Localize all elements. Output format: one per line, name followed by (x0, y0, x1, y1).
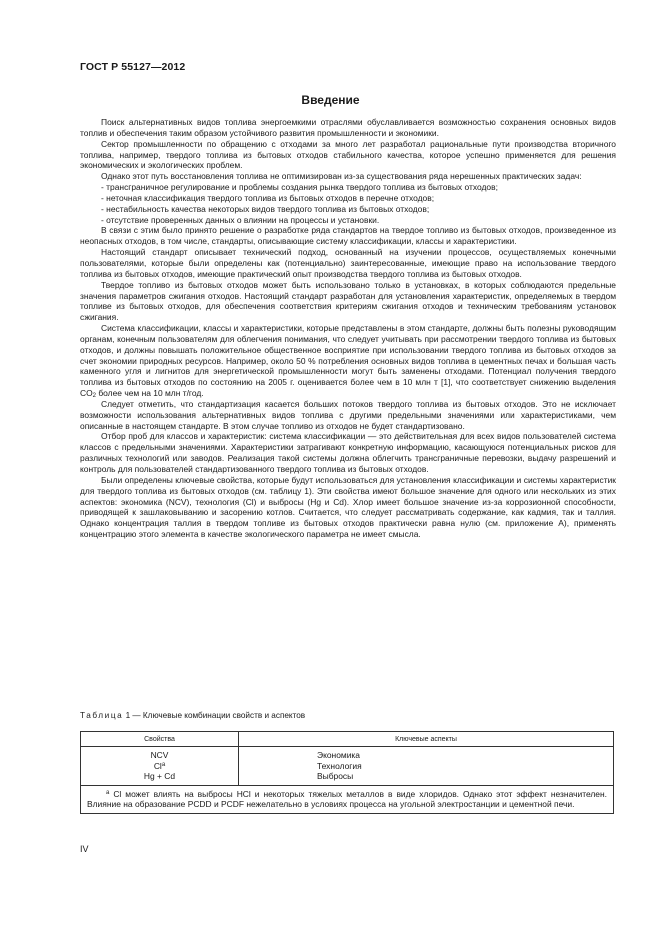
aspect-emissions: Выбросы (317, 771, 354, 781)
introduction-body (80, 117, 616, 540)
property-hg-cd: Hg + Cd (143, 771, 176, 781)
footnote-mark: a (161, 761, 166, 768)
list-item: - трансграничное регулирование и проблемы создания рынка твердого топлива из бытовых отходов; (101, 182, 498, 193)
list-item: - отсутствие проверенных данных о влиянии на процессы и установки. (101, 214, 380, 225)
section-title: Введение (301, 93, 360, 107)
column-header-properties: Свойства (81, 732, 239, 747)
aspects-cell (239, 747, 614, 786)
paragraph: Сектор промышленности по обращению с отходами за много лет разработал рациональные пути производства вторичного топлива, например, твердого топлива из бытовых отходов стабильного качества, которое успешно применяется для решения экономических и экологических проблем. (80, 138, 616, 171)
page-number: IV (80, 844, 89, 854)
list-item: - нестабильность качества некоторых видов твердого топлива из бытовых отходов; (101, 203, 430, 214)
paragraph: Были определены ключевые свойства, которые будут использоваться для установления классификации и системы характеристик для твердого топлива из бытовых отходов (см. таблицу 1). Эти свойства имеют большое значение для одного или нескольких из этих аспектов: экономика (NCV), технология (Cl) и выбросы (Hg и Cd). Хлор имеет большое значение из-за коррозионной способности, приводящей к зашлаковыванию и засорению котлов. Считается, что следует рассматривать содержание, как кадмия, так и таллия. Однако концентрация таллия в твердом топливе из бытовых отходов практически равна нулю (см. приложение А), применять концентрацию этого элемента в качестве экологического параметра не имеет смысла. (80, 474, 616, 540)
paragraph: Настоящий стандарт описывает технический подход, основанный на изучении процессов, осуществляемых конечными пользователями, которые были определены как (потенциально) заинтересованные, имеющие право на использование твердого топлива из бытовых отходов, имеющие практический опыт производства твердого топлива из бытовых отходов. (80, 247, 616, 279)
key-combinations-table (80, 731, 614, 814)
column-header-aspects: Ключевые аспекты (239, 732, 614, 747)
aspect-economy: Экономика (317, 750, 360, 760)
aspect-technology: Технология (317, 760, 362, 771)
paragraph-co2 (80, 323, 616, 399)
properties-cell (81, 747, 239, 786)
paragraph: Отбор проб для классов и характеристик: система классификации — это действительная для всех видов пользователей система классов с предельными значениями. Характеристики затрагивают конкретную информацию, касающуюся потенциальных рисков для различных технологий или заводов. Реализация такой системы должна облегчить трансграничные перевозки, выдачу разрешений и контроль для пользователей стандартизованного твердого топлива из бытовых отходов. (80, 431, 616, 474)
table-caption-number: 1 (125, 711, 131, 720)
table-caption (80, 711, 305, 720)
property-ncv: NCV (150, 750, 169, 760)
co2-subscript: 2 (92, 393, 96, 400)
paragraph: Следует отметить, что стандартизация касается больших потоков твердого топлива из бытовых отходов. Это не исключает возможности использования альтернативных видов топлива с другими предельными значениями или характеристиками, чем описанные в настоящем стандарте. В этом случае топливо из отходов не будет стандартизовано. (80, 398, 616, 431)
document-header: ГОСТ Р 55127—2012 (80, 61, 186, 73)
table-row (81, 747, 614, 786)
footnote-mark: a (106, 789, 110, 796)
table-caption-text: — Ключевые комбинации свойств и аспектов (130, 711, 306, 720)
table-caption-label: Таблица (80, 711, 124, 720)
paragraph-text: более чем на 10 млн т/год. (96, 388, 204, 399)
list-item: - неточная классификация твердого топлива из бытовых отходов в перечне отходов; (101, 192, 435, 203)
paragraph: Твердое топливо из бытовых отходов может быть использовано только в установках, в которых соблюдаются предельные значения параметров сжигания отходов. Настоящий стандарт разработан для установления характеристик, определяемых в твердом топливе из бытовых отходов, для обеспечения соответствия критериям сжигания отходов и техническим требованиям установок сжигания. (80, 279, 616, 323)
property-cl (81, 761, 238, 772)
paragraph-text: Система классификации, классы и характеристики, которые представлены в этом стандарте, должны быть полезны руководящим органам, конечным пользователям для облегчения понимания, что следует учитывать при рассмотрении твердого топлива из бытовых отходов, и должны повышать положительное общественное восприятие при использовании твердого топлива из бытовых отходов за счет экономии природных ресурсов. Например, около 50 % потребления основных видов топлива в цементных печах и большая часть каменного угля и лигнитов для энергетической промышленности могут быть заменены отходами. Потенциал получения твердого топлива из бытовых отходов по состоянию на 2005 г. оценивается более чем в 10 млн т [1], что соответствует снижению выделения CO (80, 323, 616, 399)
property-cl-text: Cl (153, 760, 162, 771)
table-note-row (81, 785, 614, 813)
paragraph: В связи с этим было принято решение о разработке ряда стандартов на твердое топливо из бытовых отходов, произведенное из неопасных отходов, в том числе, стандарты, описывающие систему классификации, классы и характеристики. (80, 225, 616, 247)
paragraph: Однако этот путь восстановления топлива не оптимизирован из-за существования ряда нерешенных практических задач: (101, 171, 582, 182)
table-header-row (81, 732, 614, 747)
footnote-text: Cl может влиять на выбросы HCl и некоторых тяжелых металлов в виде хлоридов. Однако этот эффект незначителен. Влияние на образование PCDD и PCDF нежелательно в условиях процесса на угольной электростанции и цементной печи. (87, 788, 607, 810)
table-footnote (81, 785, 614, 813)
paragraph: Поиск альтернативных видов топлива энергоемкими отраслями обуславливается возможностью сохранения основных видов топлив и обеспечения таким образом устойчивого развития промышленности и экономики. (80, 117, 616, 138)
